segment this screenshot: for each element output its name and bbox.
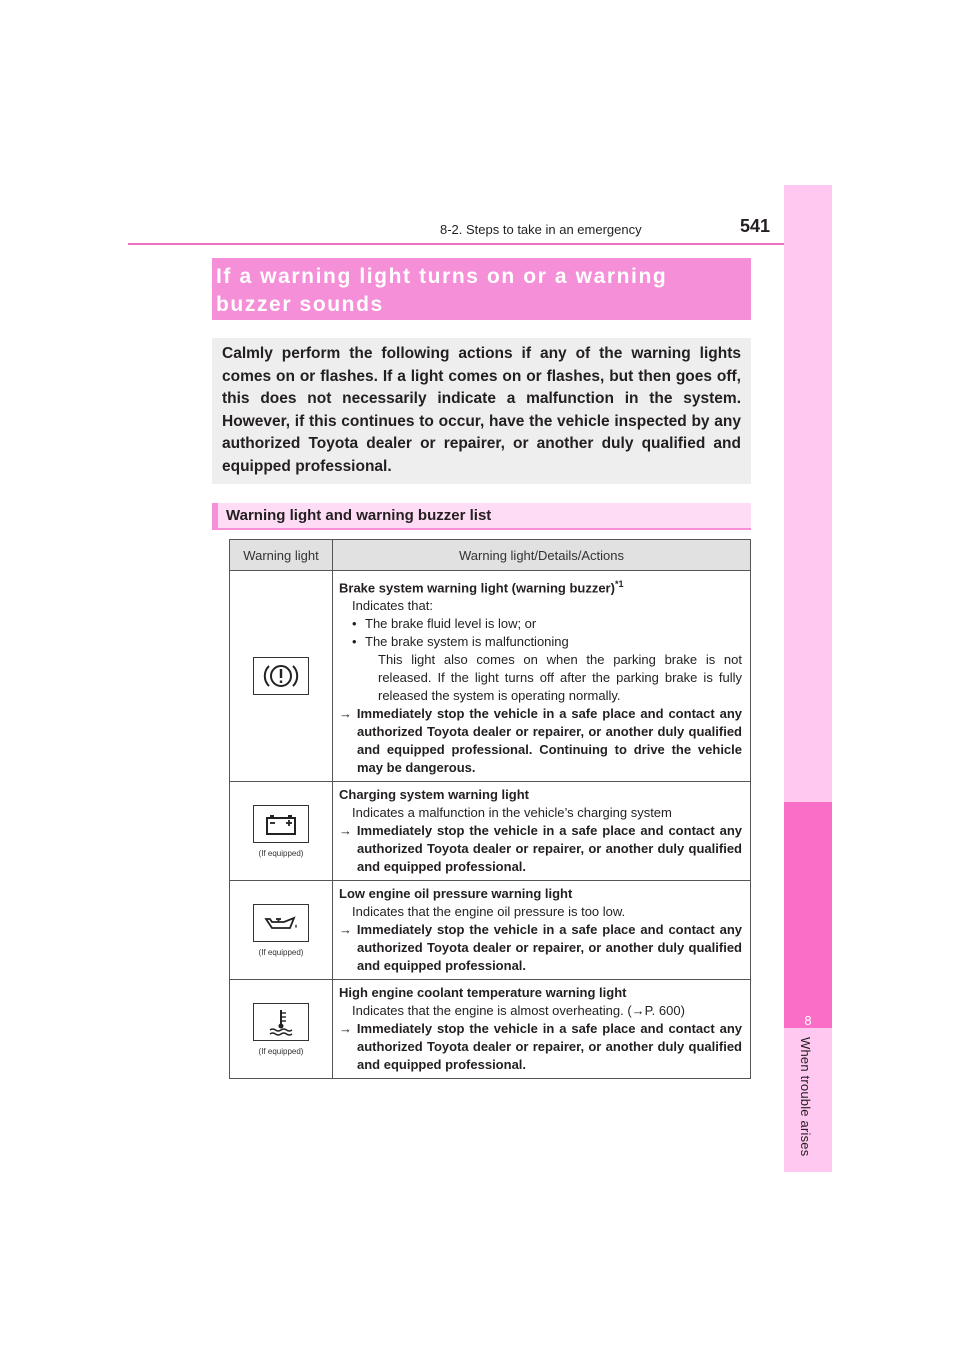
intro-text: Calmly perform the following actions if any of the warning lights comes on or flashes. If a light comes on or flashes, but then goes off, this does not necessarily indicate a malfunction in the system. However, if this continues to occur, have the vehicle inspected by any authorized Toyota dealer or repairer, or another duly qualified and equipped professional. [222, 345, 741, 475]
table-row [230, 571, 751, 782]
page-number: 541 [740, 216, 771, 236]
warning-note: This light also comes on when the parking brake is not released. If the light turns off after the parking brake is fully released the system is operating normally. [378, 652, 742, 704]
sub-heading-text: Warning light and warning buzzer list [226, 507, 492, 524]
chapter-number: 8 [804, 1013, 812, 1028]
chapter-tab-highlight [784, 802, 832, 1028]
icon-cell [230, 980, 333, 1079]
section-name: 8-2. Steps to take in an emergency [440, 222, 642, 237]
details-cell [333, 881, 751, 980]
warning-action: → Immediately stop the vehicle in a safe place and contact any authorized Toyota dealer or repairer, or another duly qualified and equipped professional. Continuing to drive the vehicle may be dangerous. [339, 706, 742, 776]
warning-action: → Immediately stop the vehicle in a safe place and contact any authorized Toyota dealer or repairer, or another duly qualified and equipped professional. [339, 922, 742, 974]
warning-action: → Immediately stop the vehicle in a safe place and contact any authorized Toyota dealer or repairer, or another duly qualified and equipped professional. [339, 1021, 742, 1073]
warning-detail: Indicates a malfunction in the vehicle’s charging system [352, 805, 672, 821]
warning-name: High engine coolant temperature warning light [339, 985, 627, 1001]
icon-cell [230, 571, 333, 782]
header-rule [128, 243, 832, 245]
coolant-temperature-icon [253, 1003, 309, 1041]
if-equipped-label: (If equipped) [258, 848, 304, 858]
details-cell [333, 571, 751, 782]
if-equipped-label: (If equipped) [258, 947, 304, 957]
icon-cell [230, 881, 333, 980]
sub-heading [212, 503, 751, 530]
brake-warning-icon [253, 657, 309, 695]
if-equipped-label: (If equipped) [258, 1046, 304, 1056]
page-title [212, 258, 751, 319]
chapter-side-tab [784, 185, 832, 1172]
intro-box [212, 338, 751, 484]
list-item: • The brake fluid level is low; or [352, 616, 537, 632]
warning-name: Low engine oil pressure warning light [339, 886, 573, 902]
table-row [230, 881, 751, 980]
chapter-label: When trouble arises [798, 1037, 813, 1157]
warning-name: Charging system warning light [339, 787, 529, 803]
table-row [230, 980, 751, 1079]
details-cell [333, 782, 751, 881]
page-title-line2: buzzer sounds [216, 293, 384, 316]
warning-detail: Indicates that the engine is almost overheating. (→P. 600) [352, 1003, 685, 1019]
warning-name: Brake system warning light (warning buzzer)$^{*1}$ [339, 579, 624, 596]
details-cell [333, 980, 751, 1079]
oil-can-icon [253, 904, 309, 942]
table-row [230, 782, 751, 881]
list-item: • The brake system is malfunctioning [352, 634, 569, 650]
column-header-warning-light: Warning light [230, 540, 333, 571]
warning-light-table [229, 539, 751, 1079]
sub-heading-bar [212, 503, 218, 530]
battery-icon [253, 805, 309, 843]
footnote-mark: *1 [614, 579, 624, 589]
column-header-details: Warning light/Details/Actions [333, 540, 751, 571]
icon-cell [230, 782, 333, 881]
page-title-box [212, 258, 751, 320]
warning-action: → Immediately stop the vehicle in a safe place and contact any authorized Toyota dealer or repairer, or another duly qualified and equipped professional. [339, 823, 742, 875]
table-header-row [230, 540, 751, 571]
warning-detail: Indicates that: [352, 598, 433, 614]
page-title-line1: If a warning light turns on or a warning [216, 265, 668, 288]
warning-detail: Indicates that the engine oil pressure is too low. [352, 904, 626, 920]
